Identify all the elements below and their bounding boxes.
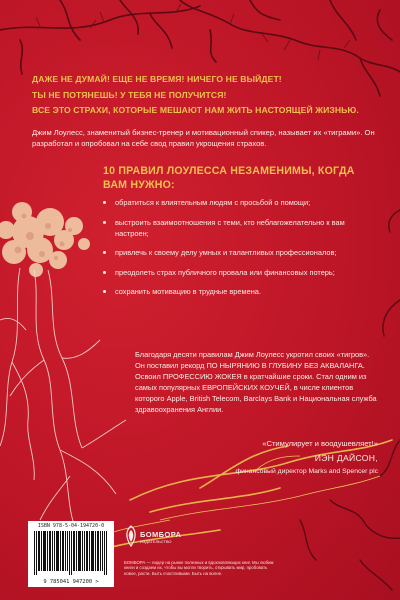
hero-line: ВСЕ ЭТО СТРАХИ, КОТОРЫЕ МЕШАЮТ НАМ ЖИТЬ НАСТОЯЩЕЙ ЖИЗНЬЮ. [32,105,359,115]
quote-role: финансовый директор Marks and Spencer plc [235,468,378,475]
list-item-text: привлечь к своему делу умных и талантливых профессионалов; [115,248,337,257]
list-item-text: сохранить мотивацию в трудные времена. [115,287,261,296]
publisher-sub: ИЗДАТЕЛЬСТВО [140,539,172,544]
list-item [103,286,378,297]
rules-heading: 10 ПРАВИЛ ЛОУЛЕССА НЕЗАМЕНИМЫ, КОГДА ВАМ НУЖНО: [103,165,355,191]
rules-list [103,197,378,306]
barcode-icon [34,531,108,575]
bullet-icon [103,221,106,224]
bullet-icon [103,271,106,274]
quote-text: «Стимулирует и воодушевляет!» [262,439,378,448]
publisher-logo [124,525,184,561]
story-paragraph: Благодаря десяти правилам Джим Лоулесс укротил своих «тигров». Он поставил рекорд ПО НЫРЯНИЮ В ГЛУБИНУ БЕЗ АКВАЛАНГА. Освоил ПРОФЕССИЮ ЖОКЕЯ в кратчайшие сроки. Стал одним из самых популярных ЕВРОПЕЙСКИХ КОУЧЕЙ, в числе клиентов которого Apple, British Telecom, Barclays Bank и Национальная служба здравоохранения Англии. [135,350,377,414]
bullet-icon [103,201,106,204]
hero-text [32,72,382,119]
barcode-box [28,521,114,587]
branch-twigs [36,4,350,60]
list-item [103,197,378,208]
blossom-cluster [0,202,90,277]
list-item-text: выстроить взаимоотношения с теми, кто неблагожелательно к вам настроен; [115,217,345,238]
testimonial [158,438,378,477]
publisher-tagline: БОМБОРА — лидер на рынке полезных и вдохновляющих книг. Мы любим книги и создаем их, чтобы вы могли творить, открывать мир, пробовать новое, расти. Быть счастливыми. Быть на волне. [124,560,274,576]
list-item [103,247,378,258]
barcode-number: 9 785041 947200 > [43,579,99,585]
bombora-logo-icon [124,525,138,547]
list-item [103,267,378,278]
bullet-icon [103,251,106,254]
intro-paragraph: Джим Лоулесс, знаменитый бизнес-тренер и мотивационный спикер, называет их «тиграми». Он разработал и опробовал на себе свод правил укрощения страхов. [32,128,375,148]
trunk-line-drawing [0,268,126,530]
hero-line: ТЫ НЕ ПОТЯНЕШЬ! У ТЕБЯ НЕ ПОЛУЧИТСЯ! [32,89,227,100]
list-item-text: преодолеть страх публичного провала или финансовых потерь; [115,267,335,277]
hero-line: ДАЖЕ НЕ ДУМАЙ! ЕЩЕ НЕ ВРЕМЯ! НИЧЕГО НЕ ВЫЙДЕТ! [32,74,282,84]
quote-author: ИЭН ДАЙСОН, [314,453,378,463]
bullet-icon [103,290,106,293]
isbn-text: ISBN 978-5-04-194720-0 [37,523,105,529]
list-item [103,217,378,239]
publisher-brand: БОМБОРА [140,530,182,539]
list-item-text: обратиться к влиятельным людям с просьбой о помощи; [115,198,311,207]
